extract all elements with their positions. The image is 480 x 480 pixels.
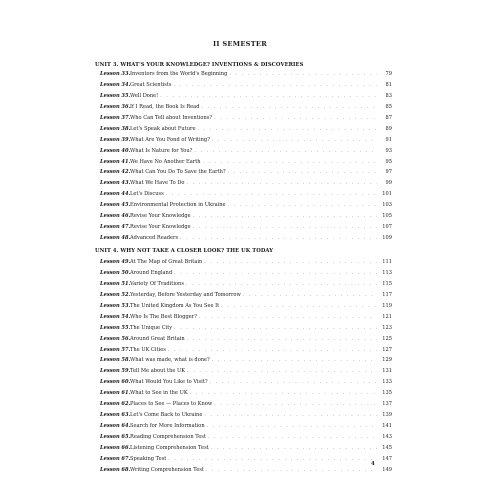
toc-entry <box>100 290 392 301</box>
toc-entry <box>100 279 392 290</box>
lesson-number: Lesson 46. <box>100 213 131 220</box>
lesson-number: Lesson 67. <box>100 455 131 462</box>
lesson-page-number: 119 <box>382 302 392 309</box>
toc-entry <box>100 167 392 178</box>
lesson-page-number: 81 <box>385 81 392 88</box>
lesson-title: Inventors from the World's Beginning <box>130 71 228 77</box>
lesson-title: Let's Come Back to Ukraine <box>130 412 203 419</box>
lesson-page-number: 107 <box>382 224 392 231</box>
page-number: 4 <box>371 461 375 467</box>
toc-entry <box>100 366 392 377</box>
dot-leader <box>221 302 377 313</box>
lesson-number: Lesson 54. <box>100 313 131 320</box>
toc-entry <box>100 102 392 113</box>
lesson-number: Lesson 68. <box>100 466 131 473</box>
toc-entry <box>100 80 392 91</box>
toc-entry <box>100 432 392 443</box>
lesson-page-number: 121 <box>382 313 392 320</box>
dot-leader <box>187 179 377 190</box>
lesson-page-number: 83 <box>385 92 392 99</box>
lesson-page-number: 115 <box>382 280 392 287</box>
lesson-title: Reading Comprehension Test <box>130 434 206 440</box>
lesson-page-number: 133 <box>382 379 392 386</box>
dot-leader <box>198 125 378 136</box>
lesson-number: Lesson 35. <box>100 92 131 99</box>
lesson-number: Lesson 58. <box>100 357 131 364</box>
dot-leader <box>206 466 377 477</box>
lesson-page-number: 85 <box>385 103 392 110</box>
toc-entry <box>100 211 392 222</box>
dot-leader <box>204 258 377 269</box>
lesson-number: Lesson 40. <box>100 147 131 154</box>
lesson-title: At The Map of Great Britain <box>130 259 203 265</box>
lesson-number: Lesson 47. <box>100 224 131 231</box>
lesson-title: Listening Comprehension Test <box>130 444 209 451</box>
dot-leader <box>190 389 377 400</box>
lesson-title: Let's Discuss <box>130 191 164 198</box>
toc-entry <box>100 301 392 312</box>
unit-4-lesson-list <box>100 257 392 476</box>
lesson-number: Lesson 66. <box>100 444 131 451</box>
toc-entry <box>100 465 392 476</box>
toc-entry <box>100 200 392 211</box>
lesson-title: What We Have To Do <box>130 180 185 187</box>
dot-leader <box>243 291 377 302</box>
toc-entry <box>100 377 392 388</box>
toc-entry <box>100 268 392 279</box>
lesson-page-number: 131 <box>382 368 392 375</box>
lesson-number: Lesson 44. <box>100 191 131 198</box>
lesson-title: Well Done! <box>130 92 159 99</box>
lesson-title: Revise Your Knowledge <box>130 213 191 220</box>
lesson-title: Speaking Test <box>130 455 167 462</box>
toc-entry <box>100 388 392 399</box>
lesson-title: Yesterday, Before Yesterday and Tomorrow <box>130 291 241 298</box>
lesson-title: Revise Your Knowledge <box>130 224 191 231</box>
lesson-number: Lesson 61. <box>100 390 131 397</box>
toc-entry <box>100 257 392 268</box>
lesson-page-number: 91 <box>385 136 392 143</box>
dot-leader <box>174 324 377 335</box>
lesson-title: Places to See — Places to Know <box>130 401 213 408</box>
toc-entry <box>100 178 392 189</box>
dot-leader <box>212 356 377 367</box>
toc-entry <box>100 124 392 135</box>
lesson-title: We Have No Another Earth <box>130 158 201 165</box>
dot-leader <box>208 433 377 444</box>
lesson-title: If I Read, the Book Is Read <box>130 103 200 110</box>
lesson-page-number: 103 <box>382 202 392 209</box>
lesson-title: What to See in the UK <box>130 390 188 397</box>
lesson-title: Advanced Readers <box>130 235 179 242</box>
lesson-number: Lesson 36. <box>100 103 131 110</box>
dot-leader <box>194 147 377 158</box>
toc-entry <box>100 69 392 80</box>
lesson-page-number: 113 <box>382 269 392 276</box>
dot-leader <box>193 212 377 223</box>
lesson-number: Lesson 64. <box>100 423 131 430</box>
dot-leader <box>211 444 377 455</box>
dot-leader <box>204 411 377 422</box>
dot-leader <box>207 422 377 433</box>
dot-leader <box>201 103 377 114</box>
dot-leader <box>229 70 377 81</box>
toc-entry <box>100 443 392 454</box>
lesson-number: Lesson 38. <box>100 125 131 132</box>
lesson-number: Lesson 50. <box>100 269 131 276</box>
dot-leader <box>199 313 377 324</box>
semester-title: II SEMESTER <box>212 40 268 48</box>
lesson-number: Lesson 52. <box>100 291 131 298</box>
lesson-page-number: 89 <box>385 125 392 132</box>
lesson-page-number: 145 <box>382 444 392 451</box>
lesson-number: Lesson 48. <box>100 235 131 242</box>
lesson-title: Let's Speak about Future <box>130 125 196 132</box>
lesson-number: Lesson 34. <box>100 81 131 88</box>
lesson-page-number: 99 <box>385 180 392 187</box>
unit-3-title: UNIT 3. WHAT'S YOUR KNOWLEDGE? INVENTIONS & DISCOVERIES <box>95 62 304 68</box>
lesson-number: Lesson 45. <box>100 202 131 209</box>
toc-entry <box>100 454 392 465</box>
lesson-title: The United Kingdom As You See It <box>130 302 220 309</box>
lesson-page-number: 147 <box>382 455 392 462</box>
lesson-title: What Are You Fond of Writing? <box>130 136 210 143</box>
lesson-title: Great Scientists <box>130 81 172 88</box>
lesson-title: Tell Me about the UK <box>130 368 186 375</box>
dot-leader <box>228 201 377 212</box>
toc-entry <box>100 157 392 168</box>
lesson-page-number: 143 <box>382 434 392 440</box>
lesson-number: Lesson 56. <box>100 335 131 342</box>
lesson-page-number: 149 <box>382 466 392 473</box>
lesson-page-number: 125 <box>382 335 392 342</box>
lesson-number: Lesson 62. <box>100 401 131 408</box>
lesson-page-number: 97 <box>385 169 392 176</box>
unit-3-lesson-list <box>100 69 392 244</box>
unit-4-title: UNIT 4. WHY NOT TAKE A CLOSER LOOK? THE UK TODAY <box>95 248 274 254</box>
lesson-page-number: 141 <box>382 423 392 430</box>
lesson-title: What was made, what is done? <box>130 357 210 364</box>
lesson-page-number: 123 <box>382 324 392 331</box>
lesson-title: Who Is The Best Blogger? <box>130 313 197 320</box>
lesson-title: Who Can Tell about Inventions? <box>130 114 213 121</box>
lesson-page-number: 105 <box>382 213 392 220</box>
lesson-title: Search for More Information <box>130 423 205 430</box>
toc-entry <box>100 312 392 323</box>
toc-entry <box>100 323 392 334</box>
dot-leader <box>203 158 377 169</box>
lesson-page-number: 93 <box>385 147 392 154</box>
toc-entry <box>100 189 392 200</box>
lesson-page-number: 109 <box>382 235 392 242</box>
lesson-number: Lesson 55. <box>100 324 131 331</box>
toc-entry <box>100 355 392 366</box>
lesson-page-number: 95 <box>385 158 392 165</box>
toc-entry <box>100 135 392 146</box>
lesson-page-number: 79 <box>385 71 392 77</box>
lesson-title: Around England <box>130 269 173 276</box>
lesson-page-number: 127 <box>382 346 392 353</box>
toc-entry <box>100 345 392 356</box>
lesson-number: Lesson 39. <box>100 136 131 143</box>
lesson-title: Around Great Britain <box>130 335 185 342</box>
lesson-number: Lesson 53. <box>100 302 131 309</box>
lesson-title: The UK Cities <box>130 346 166 353</box>
lesson-title: The Unique City <box>130 324 173 331</box>
lesson-page-number: 101 <box>382 191 392 198</box>
lesson-page-number: 111 <box>382 259 392 265</box>
dot-leader <box>173 81 377 92</box>
lesson-page-number: 129 <box>382 357 392 364</box>
lesson-number: Lesson 57. <box>100 346 131 353</box>
lesson-number: Lesson 41. <box>100 158 131 165</box>
lesson-page-number: 87 <box>385 114 392 121</box>
lesson-number: Lesson 37. <box>100 114 131 121</box>
lesson-title: Writing Comprehension Test <box>130 466 204 473</box>
dot-leader <box>214 400 377 411</box>
lesson-title: What Can You Do To Save the Earth? <box>130 169 226 176</box>
toc-entry <box>100 410 392 421</box>
toc-entry <box>100 233 392 244</box>
lesson-number: Lesson 49. <box>100 259 131 265</box>
toc-entry <box>100 399 392 410</box>
dot-leader <box>187 335 377 346</box>
toc-entry <box>100 421 392 432</box>
lesson-number: Lesson 65. <box>100 434 131 440</box>
dot-leader <box>210 378 377 389</box>
lesson-number: Lesson 51. <box>100 280 131 287</box>
dot-leader <box>180 234 377 245</box>
toc-entry <box>100 146 392 157</box>
dot-leader <box>193 223 377 234</box>
lesson-title: What Would You Like to Visit? <box>130 379 208 386</box>
dot-leader <box>214 114 377 125</box>
lesson-number: Lesson 42. <box>100 169 131 176</box>
toc-entry <box>100 334 392 345</box>
dot-leader <box>174 269 377 280</box>
lesson-page-number: 135 <box>382 390 392 397</box>
lesson-number: Lesson 63. <box>100 412 131 419</box>
toc-entry <box>100 113 392 124</box>
lesson-page-number: 137 <box>382 401 392 408</box>
toc-entry <box>100 222 392 233</box>
lesson-number: Lesson 60. <box>100 379 131 386</box>
lesson-page-number: 117 <box>382 291 392 298</box>
dot-leader <box>212 136 377 147</box>
lesson-title: Variety Of Traditions <box>130 280 184 287</box>
lesson-number: Lesson 43. <box>100 180 131 187</box>
lesson-number: Lesson 59. <box>100 368 131 375</box>
dot-leader <box>228 168 377 179</box>
lesson-title: Environmental Protection in Ukraine <box>130 202 226 209</box>
toc-entry <box>100 91 392 102</box>
dot-leader <box>187 367 377 378</box>
lesson-title: What Is Nature for You? <box>130 147 193 154</box>
lesson-page-number: 139 <box>382 412 392 419</box>
lesson-number: Lesson 33. <box>100 71 131 77</box>
